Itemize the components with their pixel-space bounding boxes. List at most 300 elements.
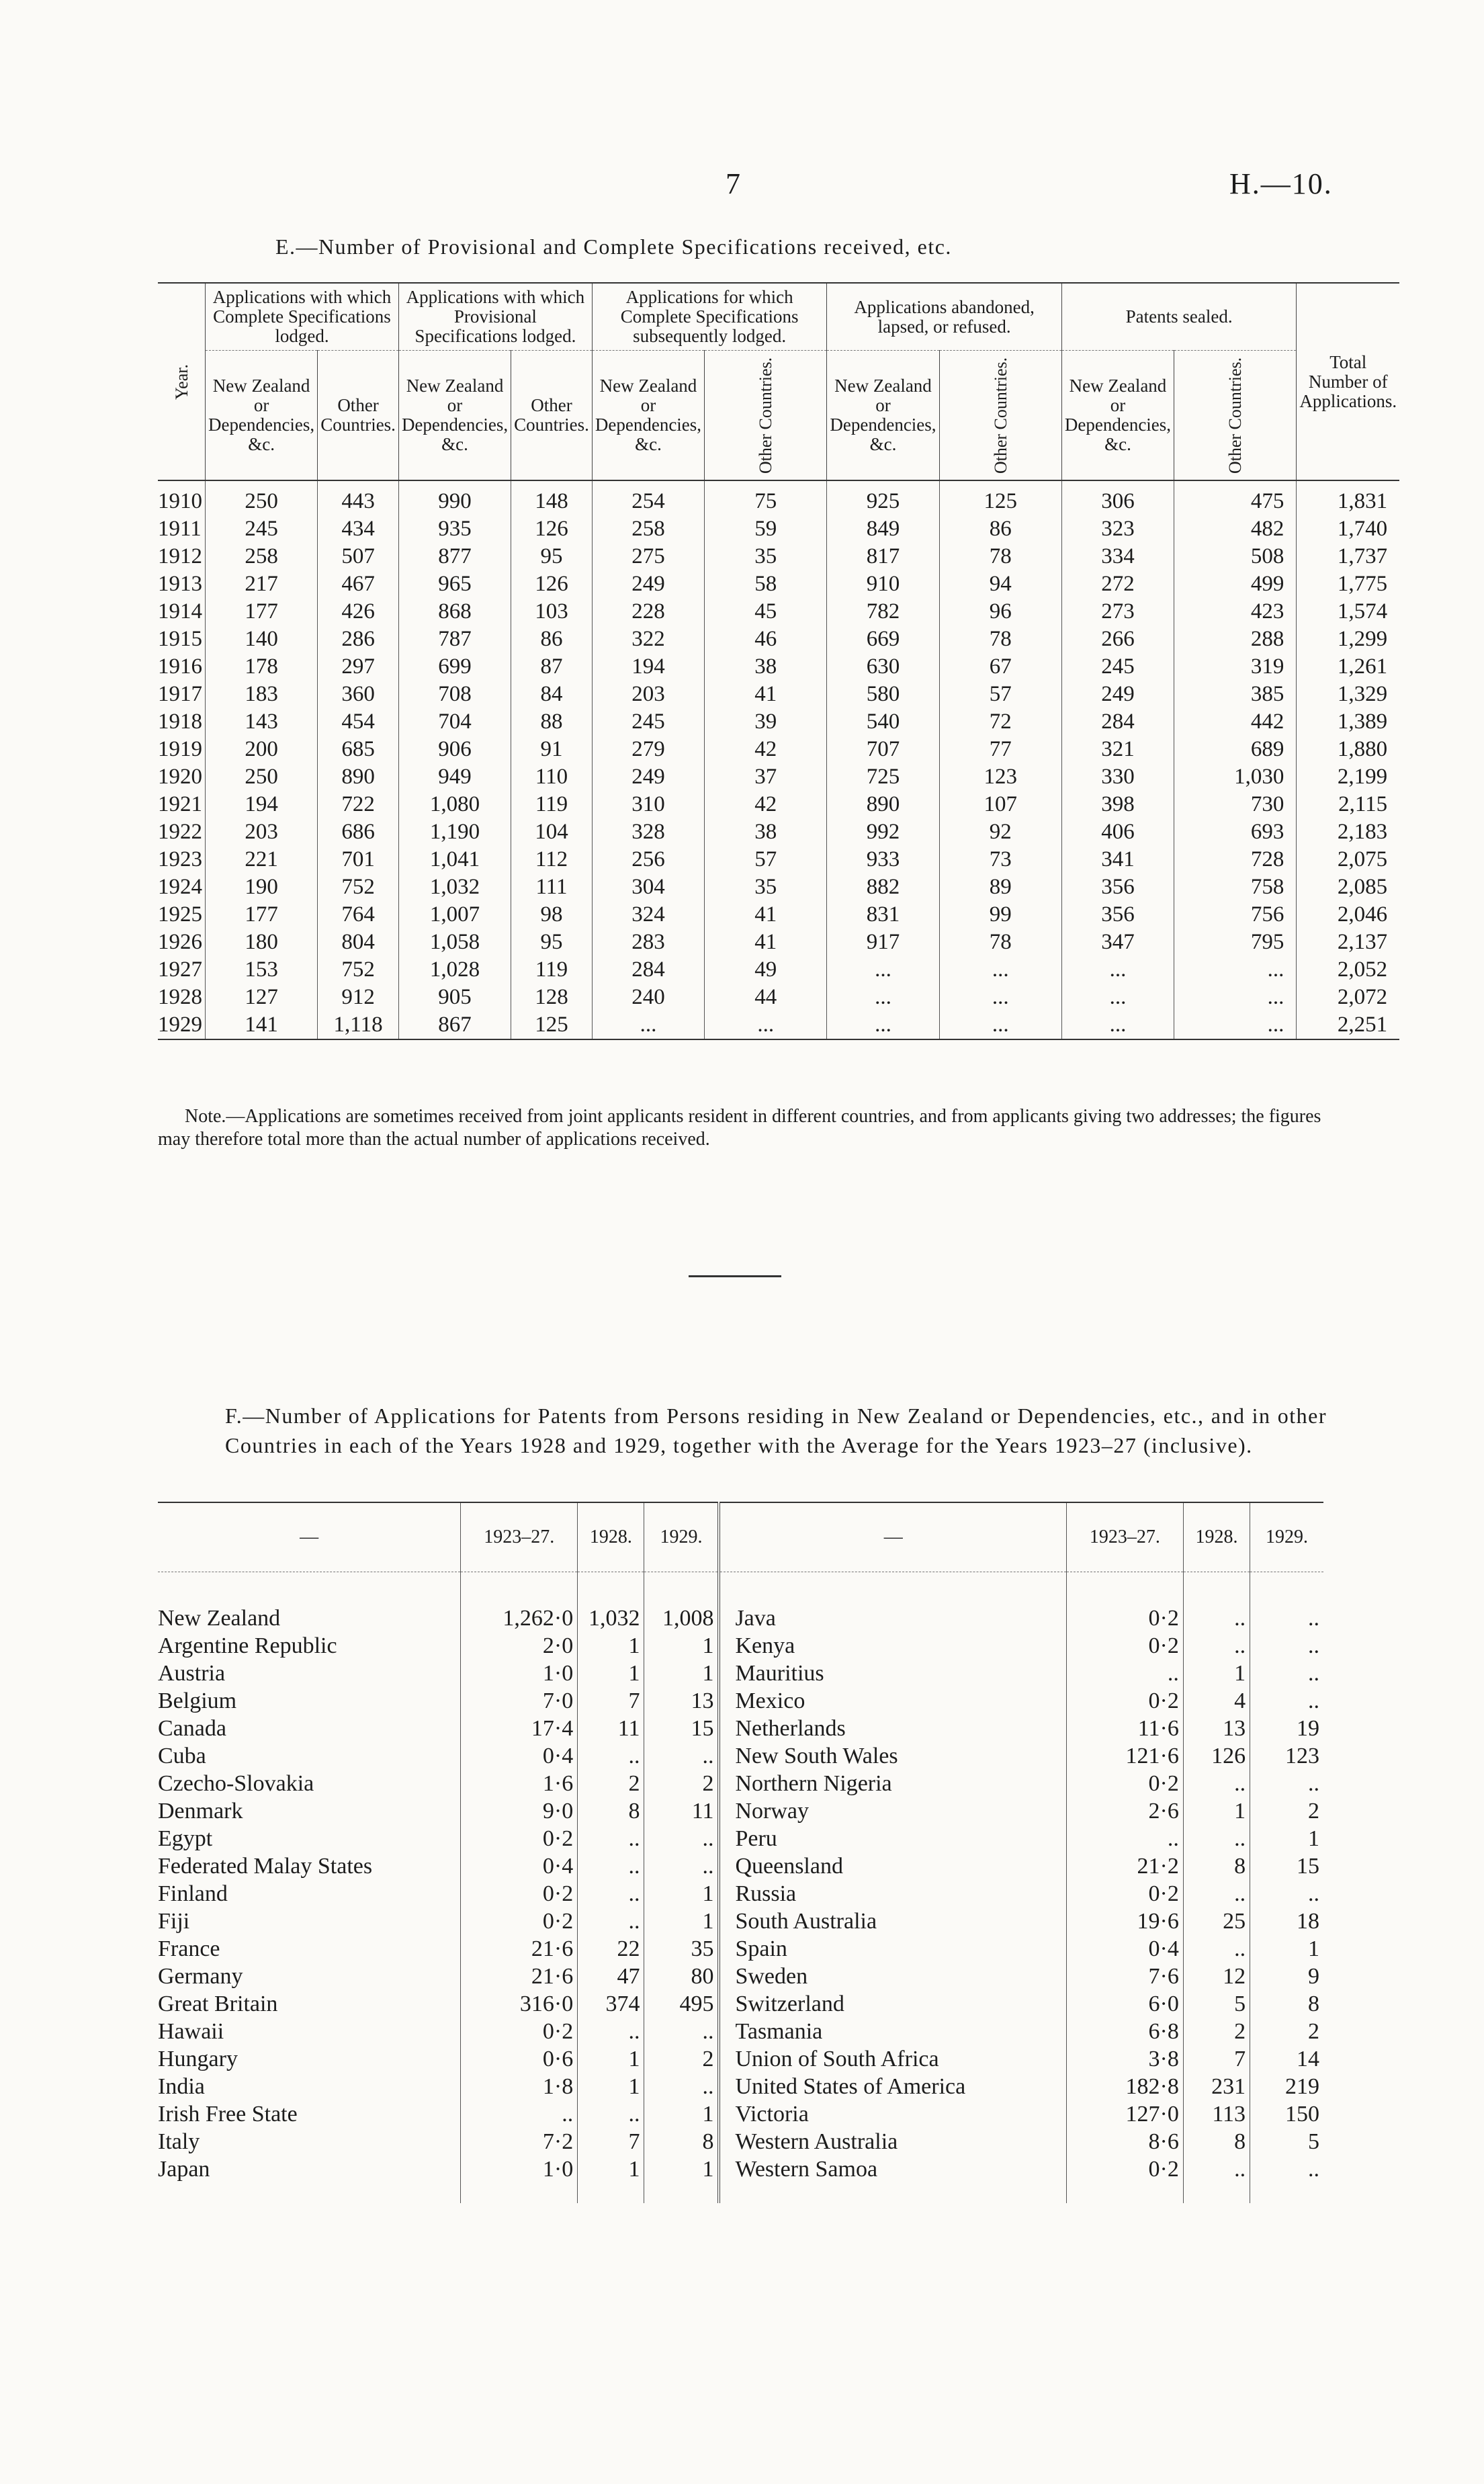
value-cell: 398 <box>1061 791 1174 818</box>
value-cell: 231 <box>1183 2073 1250 2100</box>
value-cell: 44 <box>705 984 827 1011</box>
value-cell: 0·2 <box>1066 1687 1183 1715</box>
year-cell: 1919 <box>158 737 202 761</box>
value-cell: 125 <box>939 480 1061 515</box>
country-name: Norway <box>735 1799 809 1824</box>
value-cell: 8 <box>644 2128 719 2155</box>
year-cell: 1924 <box>158 875 202 899</box>
sub-header-nz: New Zealand or Dependencies, &c. <box>206 351 318 481</box>
country-name: Mexico <box>735 1688 805 1713</box>
value-cell: 75 <box>705 480 827 515</box>
value-cell: 1,329 <box>1297 681 1399 708</box>
value-cell: .. <box>1250 1770 1323 1797</box>
year-cell: 1927 <box>158 957 202 982</box>
value-cell: 454 <box>318 708 399 736</box>
table-row <box>158 736 1399 763</box>
value-cell: 92 <box>939 818 1061 846</box>
country-cell <box>158 1715 461 1742</box>
sub-header-nz: New Zealand or Dependencies, &c. <box>398 351 511 481</box>
value-cell: 1,262·0 <box>461 1572 578 1633</box>
value-cell: 86 <box>939 515 1061 543</box>
value-cell: 1 <box>1250 1935 1323 1963</box>
year-1928-header: 1928. <box>1183 1502 1250 1572</box>
value-cell: 0·4 <box>461 1742 578 1770</box>
value-cell: 8 <box>578 1797 644 1825</box>
country-cell <box>719 1572 1066 1633</box>
country-cell <box>158 1770 461 1797</box>
value-cell: 699 <box>398 653 511 681</box>
value-cell: ... <box>1174 984 1297 1011</box>
table-row <box>158 1908 1323 1935</box>
value-cell: .. <box>578 2100 644 2128</box>
table-row <box>158 1852 1323 1880</box>
value-cell: 1 <box>1183 1797 1250 1825</box>
value-cell: .. <box>578 1742 644 1770</box>
value-cell: 2 <box>1250 1797 1323 1825</box>
country-cell <box>158 1935 461 1963</box>
table-row <box>158 480 1399 515</box>
value-cell: 1 <box>578 2155 644 2203</box>
value-cell: 1 <box>578 2073 644 2100</box>
table-row <box>158 2155 1323 2203</box>
value-cell: 758 <box>1174 873 1297 901</box>
country-name: Peru <box>735 1826 777 1851</box>
value-cell: ... <box>1174 956 1297 984</box>
value-cell: 2,075 <box>1297 846 1399 873</box>
value-cell: ... <box>1061 1011 1174 1039</box>
country-cell <box>719 1687 1066 1715</box>
group-header: Applications with which Complete Specifications lodged. <box>206 283 399 351</box>
table-row <box>158 984 1399 1011</box>
value-cell: 8 <box>1250 1990 1323 2018</box>
table-row <box>158 956 1399 984</box>
value-cell: 249 <box>592 570 704 598</box>
year-cell: 1915 <box>158 627 202 651</box>
value-cell: 275 <box>592 543 704 570</box>
value-cell: 284 <box>1061 708 1174 736</box>
value-cell: 1,775 <box>1297 570 1399 598</box>
table-row <box>158 1687 1323 1715</box>
value-cell: 104 <box>511 818 593 846</box>
country-cell <box>719 2018 1066 2045</box>
country-cell <box>719 1852 1066 1880</box>
value-cell: 7·0 <box>461 1687 578 1715</box>
value-cell: 442 <box>1174 708 1297 736</box>
value-cell: 356 <box>1061 901 1174 929</box>
value-cell: .. <box>578 1908 644 1935</box>
country-name: Hawaii <box>158 2019 224 2044</box>
value-cell: 890 <box>827 791 939 818</box>
value-cell: 78 <box>939 543 1061 570</box>
value-cell: 35 <box>705 543 827 570</box>
value-cell: 272 <box>1061 570 1174 598</box>
value-cell: 41 <box>705 901 827 929</box>
value-cell: 183 <box>206 681 318 708</box>
value-cell: ... <box>827 984 939 1011</box>
value-cell: 4 <box>1183 1687 1250 1715</box>
value-cell: 580 <box>827 681 939 708</box>
country-name: Netherlands <box>735 1716 846 1741</box>
value-cell: 482 <box>1174 515 1297 543</box>
country-cell <box>719 2128 1066 2155</box>
value-cell: 423 <box>1174 598 1297 626</box>
country-cell <box>158 1963 461 1990</box>
sub-header-other: Other Countries. <box>939 351 1061 481</box>
value-cell: 0·2 <box>1066 1880 1183 1908</box>
value-cell: 434 <box>318 515 399 543</box>
value-cell: 1 <box>644 1880 719 1908</box>
value-cell: 764 <box>318 901 399 929</box>
year-cell: 1910 <box>158 489 202 513</box>
value-cell: 1 <box>1250 1825 1323 1852</box>
country-name: Federated Malay States <box>158 1854 373 1879</box>
value-cell: 1 <box>644 1660 719 1687</box>
table-row <box>158 570 1399 598</box>
value-cell: 319 <box>1174 653 1297 681</box>
value-cell: 965 <box>398 570 511 598</box>
value-cell: 324 <box>592 901 704 929</box>
country-name: Austria <box>158 1661 226 1686</box>
value-cell: 868 <box>398 598 511 626</box>
value-cell: .. <box>644 1852 719 1880</box>
value-cell: 685 <box>318 736 399 763</box>
value-cell: 728 <box>1174 846 1297 873</box>
value-cell: 249 <box>592 763 704 791</box>
value-cell: 141 <box>206 1011 318 1039</box>
value-cell: 328 <box>592 818 704 846</box>
table-row <box>158 1825 1323 1852</box>
value-cell: 795 <box>1174 929 1297 956</box>
value-cell: 2,046 <box>1297 901 1399 929</box>
country-cell <box>158 2045 461 2073</box>
table-row <box>158 1963 1323 1990</box>
value-cell: 250 <box>206 480 318 515</box>
year-cell: 1917 <box>158 682 202 706</box>
value-cell: ... <box>827 1011 939 1039</box>
value-cell: 87 <box>511 653 593 681</box>
value-cell: 7 <box>1183 2045 1250 2073</box>
value-cell: 730 <box>1174 791 1297 818</box>
country-cell <box>158 1852 461 1880</box>
group-header: Applications with which Provisional Specifications lodged. <box>398 283 592 351</box>
value-cell: 7 <box>578 2128 644 2155</box>
value-cell: 221 <box>206 846 318 873</box>
value-cell: .. <box>578 1880 644 1908</box>
value-cell: 475 <box>1174 480 1297 515</box>
value-cell: 103 <box>511 598 593 626</box>
value-cell: 2,085 <box>1297 873 1399 901</box>
value-cell: 1 <box>644 1632 719 1660</box>
value-cell: 15 <box>1250 1852 1323 1880</box>
value-cell: 2,183 <box>1297 818 1399 846</box>
value-cell: 495 <box>644 1990 719 2018</box>
value-cell: 12 <box>1183 1963 1250 1990</box>
value-cell: 499 <box>1174 570 1297 598</box>
value-cell: 330 <box>1061 763 1174 791</box>
country-name: India <box>158 2074 205 2099</box>
value-cell: 322 <box>592 626 704 653</box>
value-cell: 1 <box>578 1660 644 1687</box>
value-cell: 11 <box>578 1715 644 1742</box>
value-cell: 507 <box>318 543 399 570</box>
country-name: Western Samoa <box>735 2157 878 2182</box>
value-cell: 1 <box>1183 1660 1250 1687</box>
value-cell: 78 <box>939 929 1061 956</box>
value-cell: 849 <box>827 515 939 543</box>
value-cell: 127 <box>206 984 318 1011</box>
value-cell: 177 <box>206 901 318 929</box>
year-cell: 1928 <box>158 985 202 1009</box>
country-header: — <box>158 1502 461 1572</box>
value-cell: 693 <box>1174 818 1297 846</box>
value-cell: 0·4 <box>461 1852 578 1880</box>
country-name: Queensland <box>735 1854 843 1879</box>
value-cell: 18 <box>1250 1908 1323 1935</box>
group-header: Applications for which Complete Specifications subsequently lodged. <box>592 283 827 351</box>
value-cell: 25 <box>1183 1908 1250 1935</box>
country-name: Argentine Republic <box>158 1633 337 1658</box>
country-cell <box>719 1990 1066 2018</box>
value-cell: 0·2 <box>461 1908 578 1935</box>
avg-header: 1923–27. <box>461 1502 578 1572</box>
country-cell <box>719 1880 1066 1908</box>
table-row <box>158 1770 1323 1797</box>
country-name: Tasmania <box>735 2019 823 2044</box>
value-cell: 266 <box>1061 626 1174 653</box>
table-row <box>158 543 1399 570</box>
value-cell: 6·8 <box>1066 2018 1183 2045</box>
value-cell: 107 <box>939 791 1061 818</box>
value-cell: 1,008 <box>644 1572 719 1633</box>
value-cell: 38 <box>705 818 827 846</box>
value-cell: 153 <box>206 956 318 984</box>
value-cell: 217 <box>206 570 318 598</box>
value-cell: 2,199 <box>1297 763 1399 791</box>
value-cell: 9 <box>1250 1963 1323 1990</box>
value-cell: 219 <box>1250 2073 1323 2100</box>
value-cell: 990 <box>398 480 511 515</box>
value-cell: .. <box>644 2073 719 2100</box>
value-cell: 21·6 <box>461 1935 578 1963</box>
country-cell <box>158 1632 461 1660</box>
country-name: Czecho-Slovakia <box>158 1771 314 1796</box>
country-cell <box>158 1687 461 1715</box>
value-cell: 113 <box>1183 2100 1250 2128</box>
country-name: Canada <box>158 1716 226 1741</box>
value-cell: ... <box>1061 956 1174 984</box>
value-cell: 0·2 <box>1066 1572 1183 1633</box>
value-cell: 1·6 <box>461 1770 578 1797</box>
year-cell: 1922 <box>158 820 202 844</box>
value-cell: .. <box>1066 1660 1183 1687</box>
year-1929-header: 1929. <box>1250 1502 1323 1572</box>
country-name: Fiji <box>158 1909 190 1934</box>
value-cell: ... <box>592 1011 704 1039</box>
value-cell: 19·6 <box>1066 1908 1183 1935</box>
value-cell: 2·6 <box>1066 1797 1183 1825</box>
value-cell: 321 <box>1061 736 1174 763</box>
country-cell <box>158 1797 461 1825</box>
table-row <box>158 1632 1323 1660</box>
value-cell: .. <box>644 1742 719 1770</box>
year-cell: 1929 <box>158 1011 206 1039</box>
country-cell <box>158 2073 461 2100</box>
table-row <box>158 1572 1323 1633</box>
value-cell: 86 <box>511 626 593 653</box>
value-cell: 99 <box>939 901 1061 929</box>
avg-header: 1923–27. <box>1066 1502 1183 1572</box>
value-cell: 283 <box>592 929 704 956</box>
country-name: Japan <box>158 2157 210 2182</box>
value-cell: 94 <box>939 570 1061 598</box>
value-cell: 7·2 <box>461 2128 578 2155</box>
country-name: New South Wales <box>735 1744 898 1768</box>
table-row <box>158 2073 1323 2100</box>
value-cell: 334 <box>1061 543 1174 570</box>
value-cell: 250 <box>206 763 318 791</box>
value-cell: 356 <box>1061 873 1174 901</box>
value-cell: 41 <box>705 929 827 956</box>
value-cell: 95 <box>511 929 593 956</box>
country-name: South Australia <box>735 1909 877 1934</box>
value-cell: 77 <box>939 736 1061 763</box>
value-cell: 2 <box>1250 2018 1323 2045</box>
value-cell: 725 <box>827 763 939 791</box>
value-cell: 180 <box>206 929 318 956</box>
total-header: Total Number of Applications. <box>1297 283 1399 480</box>
value-cell: 8 <box>1183 2128 1250 2155</box>
country-cell <box>719 1660 1066 1687</box>
country-cell <box>158 1908 461 1935</box>
value-cell: 877 <box>398 543 511 570</box>
value-cell: 57 <box>705 846 827 873</box>
year-cell: 1913 <box>158 572 202 596</box>
value-cell: 254 <box>592 480 704 515</box>
group-header: Patents sealed. <box>1061 283 1297 351</box>
table-row <box>158 873 1399 901</box>
value-cell: 831 <box>827 901 939 929</box>
value-cell: 258 <box>592 515 704 543</box>
value-cell: 13 <box>1183 1715 1250 1742</box>
value-cell: .. <box>1250 1632 1323 1660</box>
value-cell: 127·0 <box>1066 2100 1183 2128</box>
country-name: Java <box>735 1606 776 1631</box>
value-cell: 867 <box>398 1011 511 1039</box>
value-cell: 194 <box>592 653 704 681</box>
value-cell: 323 <box>1061 515 1174 543</box>
country-cell <box>719 1632 1066 1660</box>
value-cell: 21·2 <box>1066 1852 1183 1880</box>
group-header: Applications abandoned, lapsed, or refused. <box>827 283 1062 351</box>
country-name: Germany <box>158 1964 243 1989</box>
value-cell: 782 <box>827 598 939 626</box>
table-row <box>158 791 1399 818</box>
year-cell: 1925 <box>158 902 202 927</box>
value-cell: .. <box>1183 1935 1250 1963</box>
value-cell: 1,574 <box>1297 598 1399 626</box>
value-cell: .. <box>1183 1825 1250 1852</box>
country-cell <box>719 1963 1066 1990</box>
value-cell: 194 <box>206 791 318 818</box>
value-cell: 310 <box>592 791 704 818</box>
value-cell: 7·6 <box>1066 1963 1183 1990</box>
country-cell <box>158 1880 461 1908</box>
value-cell: 2·0 <box>461 1632 578 1660</box>
country-cell <box>158 1572 461 1633</box>
value-cell: .. <box>1066 1825 1183 1852</box>
value-cell: 426 <box>318 598 399 626</box>
value-cell: 258 <box>206 543 318 570</box>
country-name: Sweden <box>735 1964 808 1989</box>
value-cell: 284 <box>592 956 704 984</box>
value-cell: 5 <box>1183 1990 1250 2018</box>
value-cell: 1 <box>644 1908 719 1935</box>
value-cell: 11 <box>644 1797 719 1825</box>
value-cell: .. <box>1250 1572 1323 1633</box>
value-cell: 15 <box>644 1715 719 1742</box>
value-cell: 2 <box>1183 2018 1250 2045</box>
value-cell: 112 <box>511 846 593 873</box>
value-cell: 35 <box>705 873 827 901</box>
country-cell <box>719 1742 1066 1770</box>
value-cell: 910 <box>827 570 939 598</box>
value-cell: 5 <box>1250 2128 1323 2155</box>
value-cell: 123 <box>1250 1742 1323 1770</box>
country-name: France <box>158 1936 220 1961</box>
table-row <box>158 901 1399 929</box>
value-cell: 286 <box>318 626 399 653</box>
value-cell: 508 <box>1174 543 1297 570</box>
value-cell: 42 <box>705 791 827 818</box>
value-cell: 110 <box>511 763 593 791</box>
value-cell: ... <box>1174 1011 1297 1039</box>
value-cell: 47 <box>578 1963 644 1990</box>
value-cell: .. <box>1250 1687 1323 1715</box>
value-cell: 96 <box>939 598 1061 626</box>
value-cell: 3·8 <box>1066 2045 1183 2073</box>
value-cell: 2,115 <box>1297 791 1399 818</box>
country-name: Belgium <box>158 1688 237 1713</box>
country-cell <box>719 1935 1066 1963</box>
value-cell: 297 <box>318 653 399 681</box>
country-name: Western Australia <box>735 2129 898 2154</box>
value-cell: 1,007 <box>398 901 511 929</box>
value-cell: 385 <box>1174 681 1297 708</box>
value-cell: 126 <box>1183 1742 1250 1770</box>
country-name: Irish Free State <box>158 2102 298 2127</box>
value-cell: 245 <box>206 515 318 543</box>
value-cell: 1·0 <box>461 2155 578 2203</box>
value-cell: 341 <box>1061 846 1174 873</box>
country-cell <box>719 1797 1066 1825</box>
country-name: Spain <box>735 1936 787 1961</box>
value-cell: 140 <box>206 626 318 653</box>
country-cell <box>719 2100 1066 2128</box>
value-cell: 35 <box>644 1935 719 1963</box>
value-cell: 228 <box>592 598 704 626</box>
value-cell: 1 <box>644 2100 719 2128</box>
value-cell: ... <box>1061 984 1174 1011</box>
country-header: — <box>719 1502 1066 1572</box>
table-row <box>158 846 1399 873</box>
value-cell: 59 <box>705 515 827 543</box>
value-cell: 304 <box>592 873 704 901</box>
value-cell: 150 <box>1250 2100 1323 2128</box>
value-cell: .. <box>1183 1632 1250 1660</box>
value-cell: 905 <box>398 984 511 1011</box>
value-cell: 8 <box>1183 1852 1250 1880</box>
value-cell: 125 <box>511 1011 593 1039</box>
